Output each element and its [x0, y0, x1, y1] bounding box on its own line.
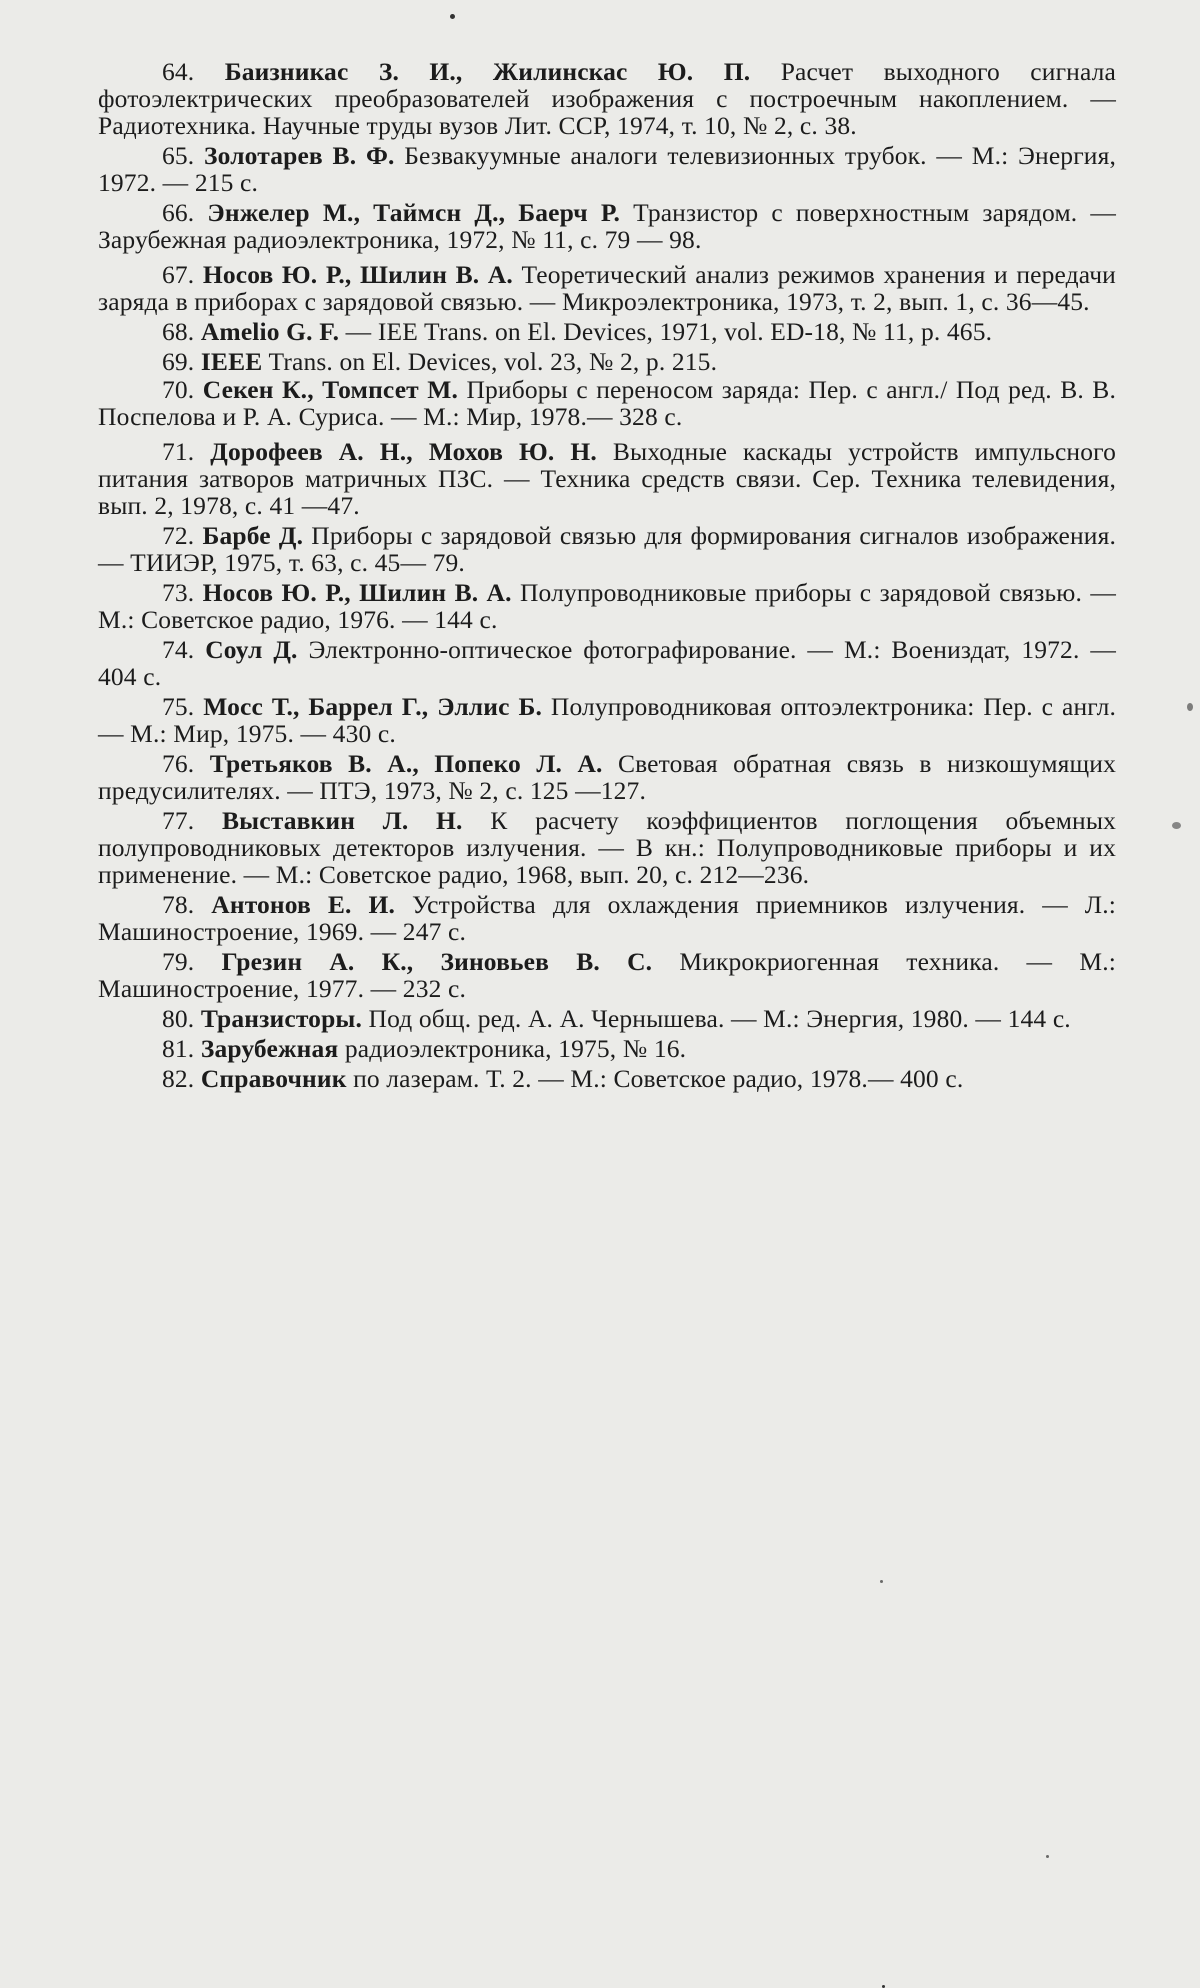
reference-text: Безвакуумные аналоги телевизионных трубок. — М.: Энергия, 1972. — 215 с. [98, 141, 1117, 197]
reference-authors: Мосс Т., Баррел Г., Эллис Б. [203, 692, 542, 721]
reference-item [98, 318, 1116, 345]
reference-text: Под общ. ред. А. А. Чернышева. — М.: Энергия, 1980. — 144 с. [368, 1004, 1071, 1033]
reference-text: радиоэлектроника, 1975, № 16. [344, 1034, 687, 1063]
reference-number: 78. [162, 890, 195, 919]
reference-text: Приборы с зарядовой связью для формирования сигналов изображения. — ТИИЭР, 1975, т. 63, с. 45— 79. [98, 521, 1116, 577]
reference-list [98, 58, 1116, 1095]
reference-text: Электронно-оптическое фотографирование. — М.: Воениздат, 1972. — 404 с. [98, 635, 1116, 691]
reference-number: 79. [162, 947, 195, 976]
reference-number: 74. [162, 635, 195, 664]
reference-number: 75. [162, 692, 195, 721]
reference-authors: Секен К., Томпсет М. [202, 375, 459, 404]
reference-item [98, 807, 1116, 888]
reference-number: 77. [162, 806, 195, 835]
reference-text: по лазерам. Т. 2. — М.: Советское радио, 1978.— 400 с. [353, 1064, 964, 1093]
reference-item [98, 522, 1116, 576]
reference-item [98, 348, 1116, 375]
reference-item [98, 891, 1116, 945]
scan-speck [880, 1580, 883, 1583]
reference-number: 64. [162, 57, 195, 86]
reference-item [98, 948, 1116, 1002]
reference-text: Выходные каскады устройств импульсного питания затворов матричных ПЗС. — Техника средств связи. Сер. Техника телевидения, вып. 2, 1978, с. 41 —47. [98, 437, 1116, 520]
reference-authors: Антонов Е. И. [211, 890, 396, 919]
reference-item [98, 1005, 1116, 1032]
reference-text: Приборы с переносом заряда: Пер. с англ./ Под ред. В. В. Поспелова и Р. А. Суриса. — М.: Мир, 1978.— 328 с. [98, 375, 1116, 431]
reference-number: 65. [162, 141, 195, 170]
scan-speck [1172, 822, 1181, 829]
reference-number: 69. [162, 347, 195, 376]
reference-number: 72. [162, 521, 195, 550]
reference-authors: IEEE [200, 347, 263, 376]
reference-item [98, 1035, 1116, 1062]
reference-item [98, 58, 1116, 139]
reference-authors: Золотарев В. Ф. [204, 141, 395, 170]
reference-number: 66. [162, 198, 195, 227]
reference-number: 73. [162, 578, 195, 607]
reference-authors: Грезин А. К., Зиновьев В. С. [221, 947, 653, 976]
scan-speck [450, 14, 455, 19]
reference-text: Световая обратная связь в низкошумящих предусилителях. — ПТЭ, 1973, № 2, с. 125 —127. [98, 749, 1116, 805]
scan-speck [1187, 703, 1193, 711]
reference-text: К расчету коэффициентов поглощения объемных полупроводниковых детекторов излучения. — В кн.: Полупроводниковые приборы и их применение. — М.: Советское радио, 1968, вып. 20, с. 212—236. [98, 806, 1117, 889]
reference-item [98, 261, 1116, 315]
reference-item [98, 142, 1116, 196]
reference-authors: Носов Ю. Р., Шилин В. А. [202, 578, 512, 607]
reference-authors: Зарубежная [200, 1034, 339, 1063]
reference-item [98, 693, 1116, 747]
reference-text: Микрокриогенная техника. — М.: Машиностроение, 1977. — 232 с. [98, 947, 1116, 1003]
reference-authors: Amelio G. F. [200, 317, 340, 346]
reference-authors: Барбе Д. [202, 521, 304, 550]
reference-number: 67. [162, 260, 195, 289]
reference-item [98, 750, 1116, 804]
reference-text: Расчет выходного сигнала фотоэлектрических преобразователей изображения с построечным накоплением. — Радиотехника. Научные труды вузов Лит. ССР, 1974, т. 10, № 2, с. 38. [98, 57, 1117, 140]
reference-number: 76. [162, 749, 195, 778]
reference-authors: Третьяков В. А., Попеко Л. А. [209, 749, 603, 778]
reference-text: Устройства для охлаждения приемников излучения. — Л.: Машиностроение, 1969. — 247 с. [98, 890, 1117, 946]
scan-speck [1046, 1855, 1049, 1858]
reference-text: Полупроводниковые приборы с зарядовой связью. — М.: Советское радио, 1976. — 144 с. [98, 578, 1116, 634]
reference-item [98, 438, 1116, 519]
reference-text: Trans. on El. Devices, vol. 23, № 2, p. 215. [268, 347, 718, 376]
reference-number: 81. [162, 1034, 195, 1063]
reference-authors: Транзисторы. [200, 1004, 362, 1033]
reference-item [98, 579, 1116, 633]
reference-authors: Соул Д. [205, 635, 298, 664]
reference-text: Полупроводниковая оптоэлектроника: Пер. с англ. — М.: Мир, 1975. — 430 с. [98, 692, 1117, 748]
reference-text: Теоретический анализ режимов хранения и передачи заряда в приборах с зарядовой связью. — Микроэлектроника, 1973, т. 2, вып. 1, с. 36—45. [98, 260, 1116, 316]
reference-number: 71. [162, 437, 195, 466]
reference-number: 68. [162, 317, 195, 346]
reference-authors: Энжелер М., Таймсн Д., Баерч Р. [207, 198, 620, 227]
reference-authors: Выставкин Л. Н. [222, 806, 463, 835]
reference-item [98, 376, 1116, 430]
reference-text: Транзистор с поверхностным зарядом. — Зарубежная радиоэлектроника, 1972, № 11, с. 79 — 98. [98, 198, 1116, 254]
reference-authors: Баизникас З. И., Жилинскас Ю. П. [224, 57, 751, 86]
reference-text: — IEE Trans. on El. Devices, 1971, vol. ED-18, № 11, p. 465. [345, 317, 993, 346]
reference-number: 82. [162, 1064, 195, 1093]
reference-authors: Дорофеев А. Н., Мохов Ю. Н. [210, 437, 597, 466]
reference-item [98, 1065, 1116, 1092]
reference-item [98, 199, 1116, 253]
reference-number: 70. [162, 375, 195, 404]
reference-authors: Носов Ю. Р., Шилин В. А. [202, 260, 513, 289]
reference-number: 80. [162, 1004, 195, 1033]
reference-authors: Справочник [200, 1064, 347, 1093]
reference-item [98, 636, 1116, 690]
